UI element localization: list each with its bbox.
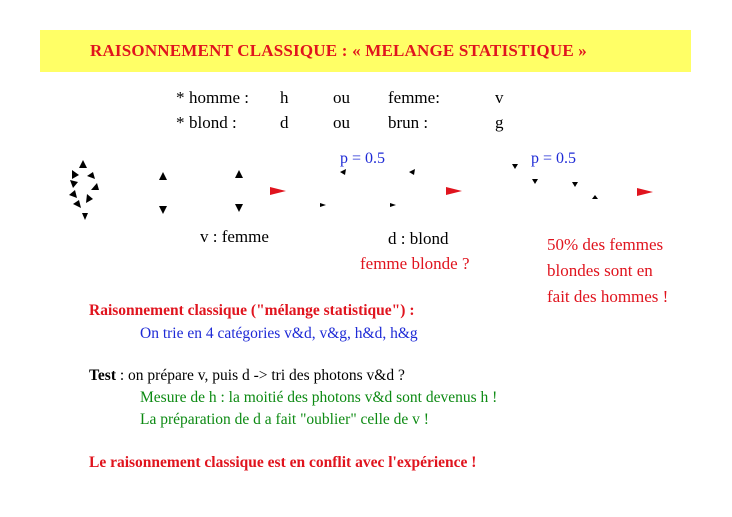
triangle-icon [87, 172, 95, 179]
triangle-up-icon [159, 172, 167, 180]
triangle-down-icon [235, 204, 243, 212]
def-alt: brun : [388, 113, 429, 132]
triangle-icon [70, 180, 78, 188]
arrow-right-icon [270, 187, 286, 195]
arrow-right-icon [637, 188, 653, 196]
title-banner [40, 30, 691, 72]
small-triangle-icon [390, 203, 396, 207]
final-conclusion: Le raisonnement classique est en conflit avec l'expérience ! [89, 454, 477, 471]
label-femme-blonde: femme blonde ? [360, 254, 470, 273]
label-v-femme: v : femme [200, 227, 269, 246]
def-name: blond : [189, 113, 237, 132]
arrow-right-icon [446, 187, 462, 195]
def-alt: femme: [388, 88, 440, 107]
def-star: * [176, 113, 185, 132]
slide-title: RAISONNEMENT CLASSIQUE : « MELANGE STATISTIQUE » [89, 41, 588, 60]
test-result-2: La préparation de d a fait "oublier" celle de v ! [140, 411, 429, 428]
reasoning-detail: On trie en 4 catégories v&d, v&g, h&d, h&g [140, 325, 418, 342]
test-line [89, 367, 405, 385]
def-name: homme : [189, 88, 249, 107]
photon-source-cluster [69, 160, 99, 220]
probability-label: p = 0.5 [531, 150, 577, 167]
triangle-icon [73, 200, 81, 208]
triangle-icon [91, 183, 99, 190]
small-triangle-icon [592, 195, 598, 199]
triangle-up-icon [235, 170, 243, 178]
polarizer-v [159, 170, 243, 214]
conclusion-line: 50% des femmes [547, 235, 664, 254]
label-d-blond: d : blond [388, 229, 449, 248]
small-triangle-icon [320, 203, 326, 207]
def-symbol: g [495, 113, 504, 132]
small-triangle-icon [572, 182, 578, 187]
def-star: * [176, 88, 185, 107]
triangle-down-icon [159, 206, 167, 214]
small-triangle-icon [532, 179, 538, 184]
def-symbol: d [280, 113, 289, 132]
beam-arrows [270, 187, 653, 196]
def-or: ou [333, 88, 350, 107]
test-result-1: Mesure de h : la moitié des photons v&d sont devenus h ! [140, 389, 498, 406]
reasoning-heading: Raisonnement classique ("mélange statistique") : [89, 302, 415, 319]
triangle-icon [86, 194, 93, 203]
diagram-conclusion [547, 232, 668, 310]
test-text: : on prépare v, puis d -> tri des photons v&d ? [116, 367, 405, 384]
triangle-icon [69, 190, 77, 198]
def-symbol: v [495, 88, 504, 107]
small-triangle-icon [340, 169, 346, 175]
photon-diagram [0, 150, 732, 230]
triangle-icon [82, 213, 88, 220]
probability-label: p = 0.5 [340, 150, 386, 167]
triangle-icon [79, 160, 87, 168]
def-symbol: h [280, 88, 289, 107]
small-triangle-icon [512, 164, 518, 169]
triangle-icon [72, 170, 79, 179]
conclusion-line: fait des hommes ! [547, 287, 669, 306]
small-triangle-icon [409, 169, 415, 175]
photon-marks [320, 164, 598, 207]
def-or: ou [333, 113, 350, 132]
conclusion-line: blondes sont en [547, 261, 653, 280]
test-label: Test [89, 367, 116, 384]
